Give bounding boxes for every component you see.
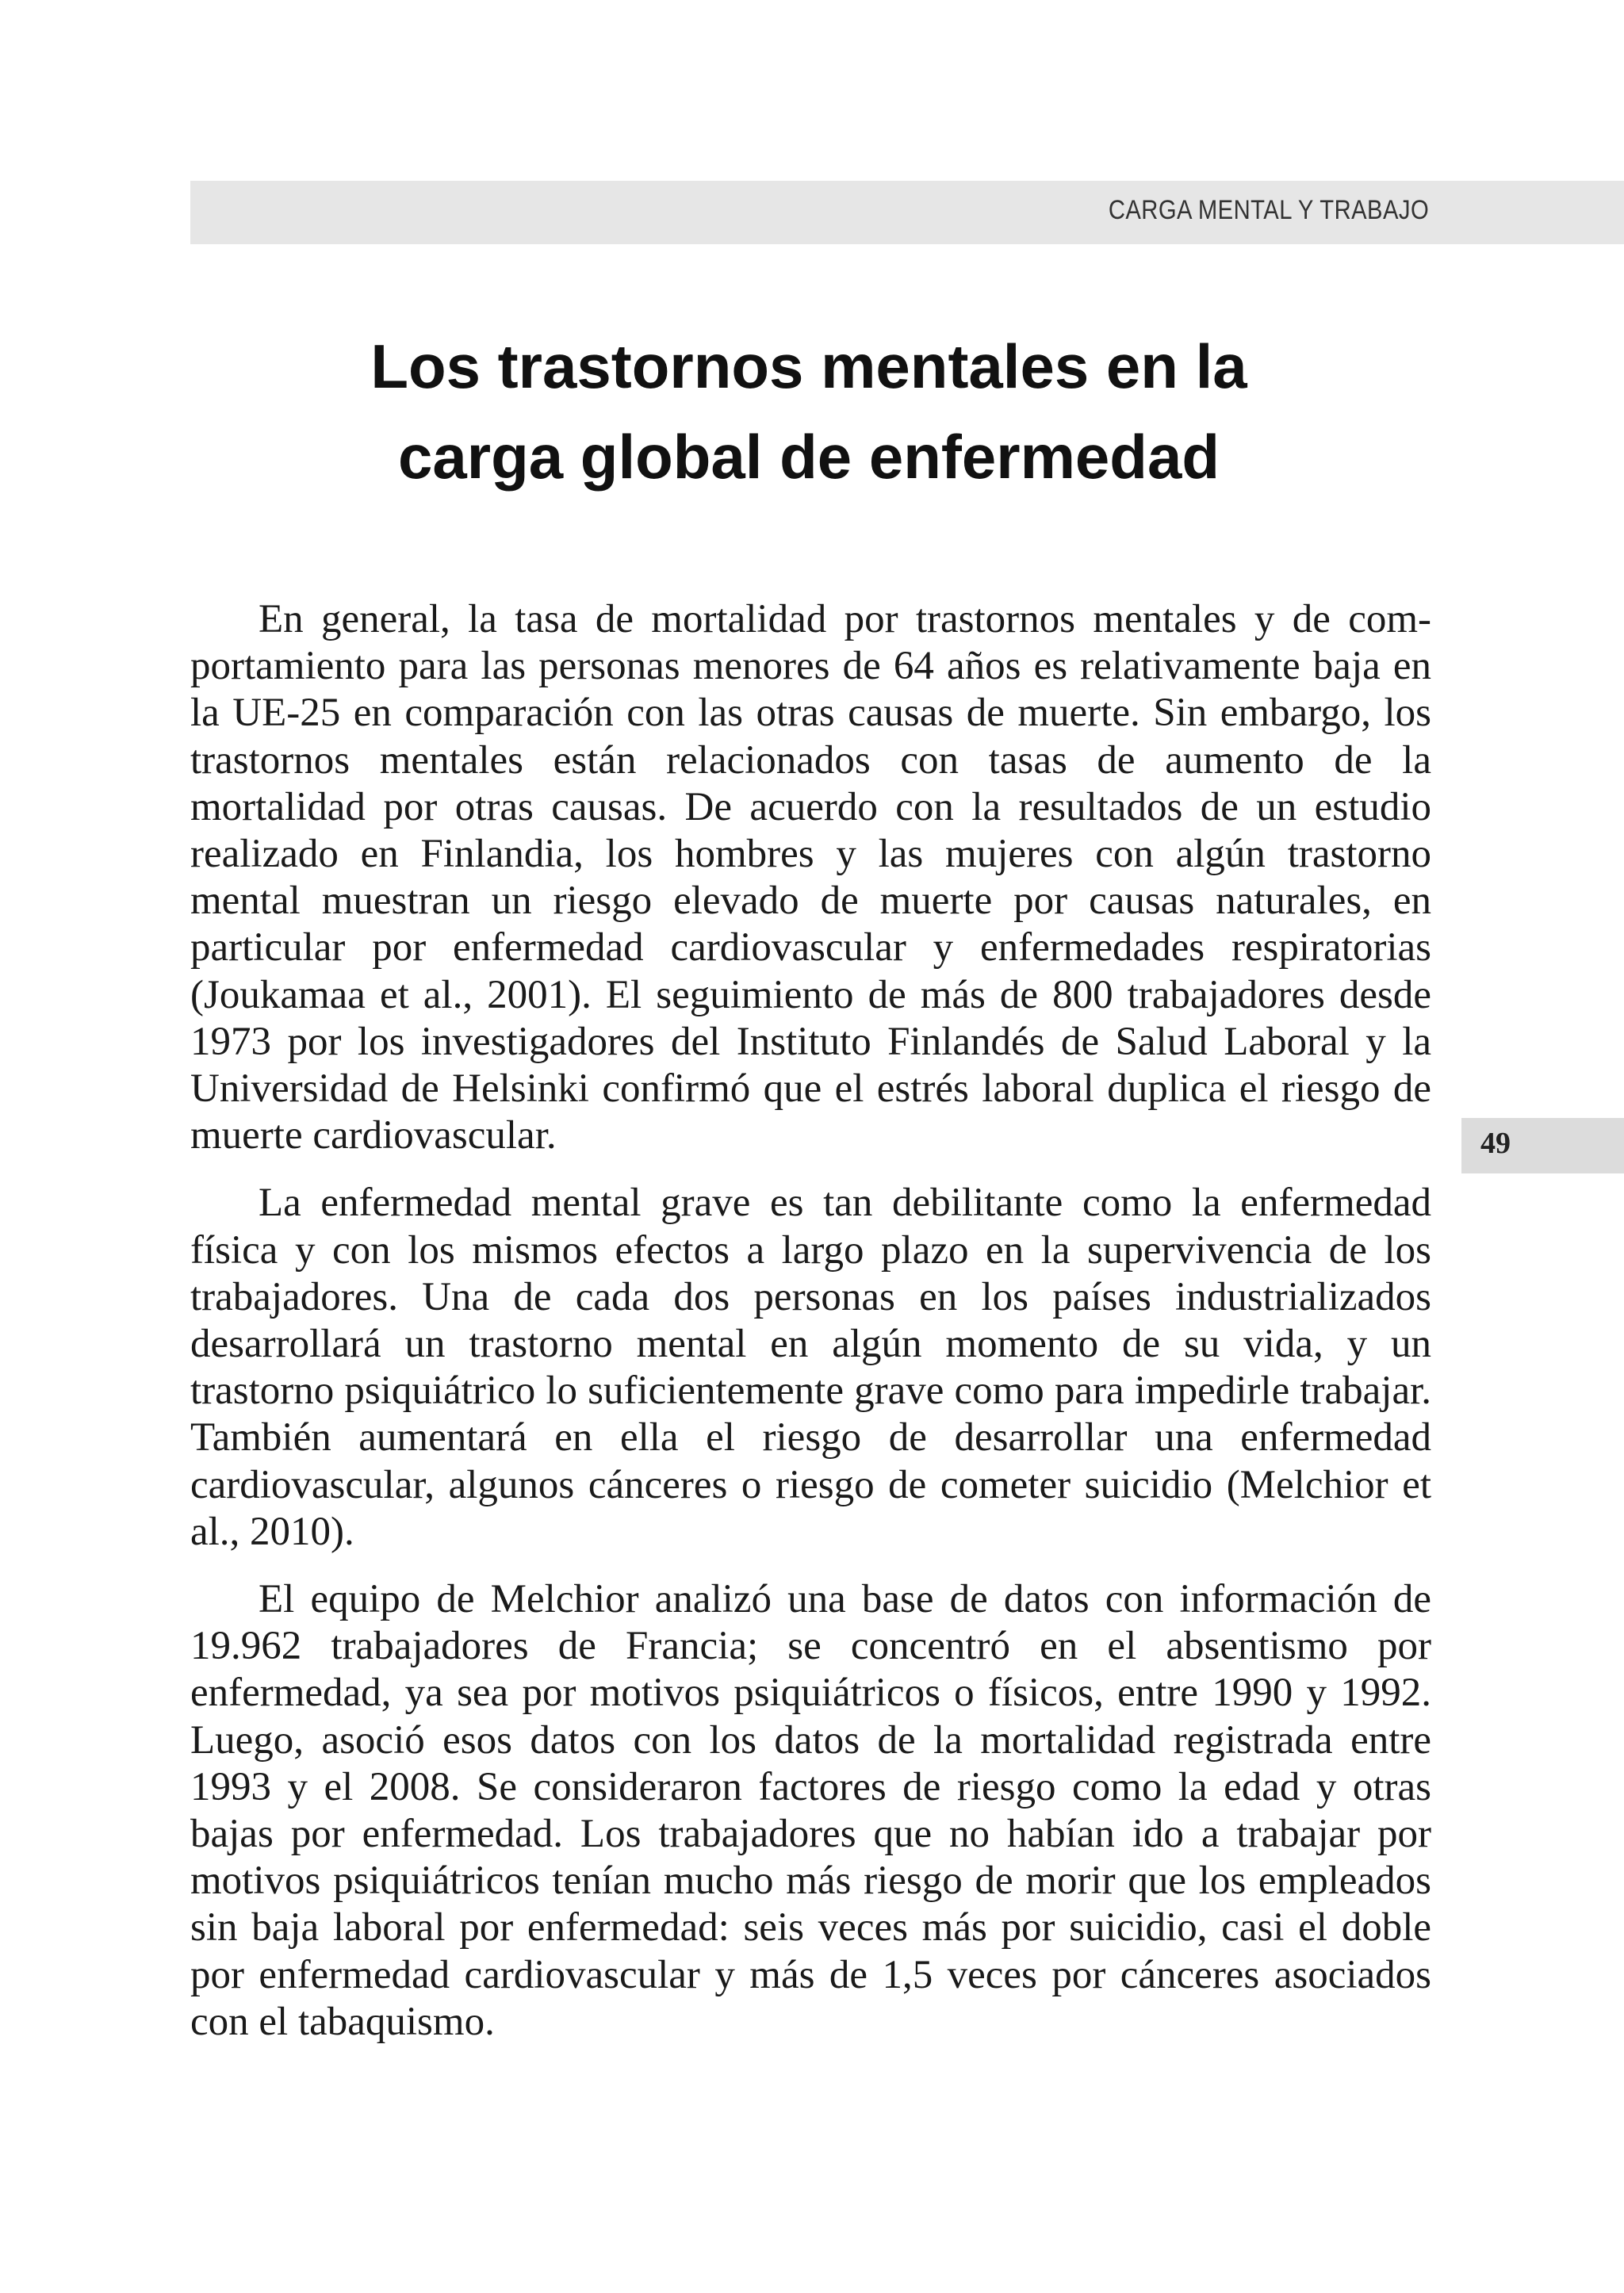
chapter-title-line-1: Los trastornos mentales en la [370, 331, 1247, 401]
running-header [190, 181, 1624, 244]
chapter-title-line-2: carga global de enfermedad [398, 422, 1220, 492]
chapter-title [190, 321, 1427, 502]
body-text [190, 596, 1431, 2066]
paragraph-1: En general, la tasa de mortalidad por trastornos mentales y de comportamiento para las personas menores de 64 años es relativamente baja en la UE-25 en comparación con las otras causas de muerte. Sin embargo, los trastornos mentales están relacionados con tasas de aumento de la mortalidad por otras causas. De acuerdo con la resultados de un estudio realizado en Finlandia, los hombres y las mujeres con algún trastorno mental muestran un riesgo elevado de muerte por causas naturales, en particular por enfermedad cardiovascular y enfermedades respiratorias (Joukamaa et al., 2001). El seguimiento de más de 800 trabajadores desde 1973 por los investigadores del Instituto Finlandés de Salud Laboral y la Universidad de Helsinki confirmó que el estrés laboral duplica el riesgo de muerte cardiovascular. [190, 597, 1431, 1158]
page-number-tab [1461, 1118, 1624, 1173]
page-number: 49 [1480, 1127, 1511, 1160]
paragraph-2: La enfermedad mental grave es tan debilitante como la enfermedad física y con los mismos efectos a largo plazo en la supervivencia de los trabajadores. Una de cada dos personas en los países industrializados desarrollará un trastorno mental en algún momento de su vida, y un trastorno psiquiátrico lo suficientemente grave como para impedirle trabajar. También aumentará en ella el riesgo de desarrollar una enfermedad cardiovascular, algunos cánceres o riesgo de cometer suicidio (Melchior et al., 2010). [190, 1181, 1431, 1554]
running-title: CARGA MENTAL Y TRABAJO [1108, 195, 1429, 225]
paragraph-3: El equipo de Melchior analizó una base de datos con información de 19.962 trabajadores de Francia; se concentró en el absentismo por enfermedad, ya sea por motivos psiquiátricos o físicos, entre 1990 y 1992. Luego, asoció esos datos con los datos de la mortalidad registrada entre 1993 y el 2008. Se consideraron factores de riesgo como la edad y otras bajas por enfermedad. Los trabajadores que no habían ido a trabajar por motivos psiquiátricos tenían mucho más riesgo de morir que los empleados sin baja laboral por enfermedad: seis veces más por suicidio, casi el doble por enfermedad cardiovascular y más de 1,5 veces por cánceres asociados con el tabaquismo. [190, 1577, 1431, 2044]
